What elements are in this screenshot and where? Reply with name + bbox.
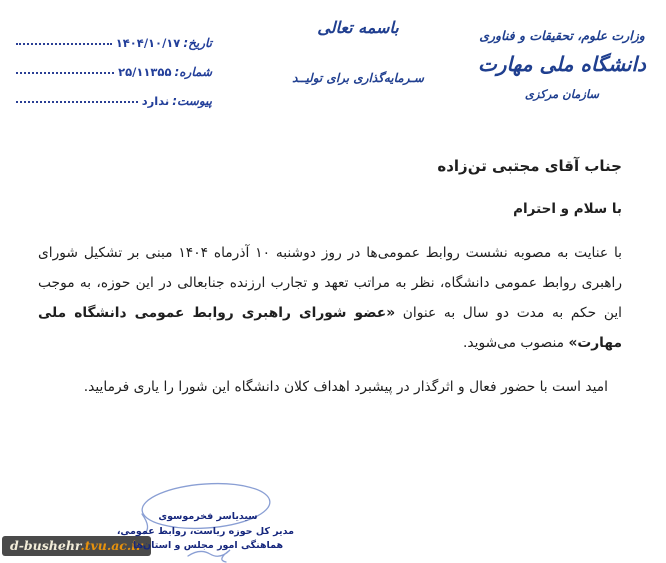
signatory-title-2: هماهنگی امور مجلس و استان‌ها <box>132 540 284 552</box>
closing-line: امید است با حضور فعال و اثرگذار در پیشبرد اهداف کلان دانشگاه این شورا را یاری فرمایید. <box>83 379 608 395</box>
attachment-value: ندارد <box>141 94 170 108</box>
appointment-title: «عضو شورای راهبری روابط عمومی دانشگاه ملی مهارت» <box>38 305 622 351</box>
date-label: تاریخ: <box>183 36 212 50</box>
paragraph-text-2: منصوب می‌شوید. <box>462 335 569 351</box>
letterhead <box>472 20 652 101</box>
organization-name: سازمان مرکزی <box>524 87 600 101</box>
dotted-leader <box>16 72 114 74</box>
header-center <box>258 18 458 85</box>
date-value: ۱۴۰۴/۱۰/۱۷ <box>115 36 181 50</box>
attachment-row <box>14 94 212 108</box>
signatory <box>116 510 294 554</box>
signature-block <box>116 480 294 554</box>
number-label: شماره: <box>174 65 212 79</box>
signatory-name: سیدیاسر فخرموسوی <box>158 511 258 522</box>
paragraph-text-1: با عنایت به مصوبه نشست روابط عمومی‌ها در روز دوشنبه ۱۰ آذرماه ۱۴۰۴ مبنی بر تشکیل شورای راهبری روابط عمومی دانشگاه، نظر به مراتب تعهد و تجارب ارزنده جنابعالی در این حوزه، به موجب این حکم به مدت دو سال به عنوان <box>38 245 623 321</box>
date-row <box>14 36 212 50</box>
site-watermark-prefix: d-bushehr <box>10 538 81 553</box>
site-watermark-suffix: .tvu.ac.ir <box>80 538 143 553</box>
dotted-leader <box>16 43 112 45</box>
university-name: دانشگاه ملی مهارت <box>478 52 646 76</box>
bismillah-text: باسمه تعالی <box>317 18 399 37</box>
number-value: ۲۵/۱۱۳۵۵ <box>118 65 172 79</box>
number-row <box>14 65 212 79</box>
dotted-leader <box>16 101 138 103</box>
year-slogan: سـرمایه‌گذاری برای تولیــد <box>292 71 424 85</box>
attachment-label: پیوست: <box>172 94 212 108</box>
letter-body <box>38 157 622 402</box>
appointment-paragraph <box>38 238 622 358</box>
recipient-name: جناب آقای مجتبی تن‌زاده <box>437 157 622 175</box>
signatory-title-1: مدیر کل حوزه ریاست، روابط عمومی، <box>116 525 294 537</box>
ministry-name: وزارت علوم، تحقیقات و فناوری <box>479 28 645 43</box>
salutation: با سلام و احترام <box>513 201 622 217</box>
meta-fields <box>14 36 212 123</box>
